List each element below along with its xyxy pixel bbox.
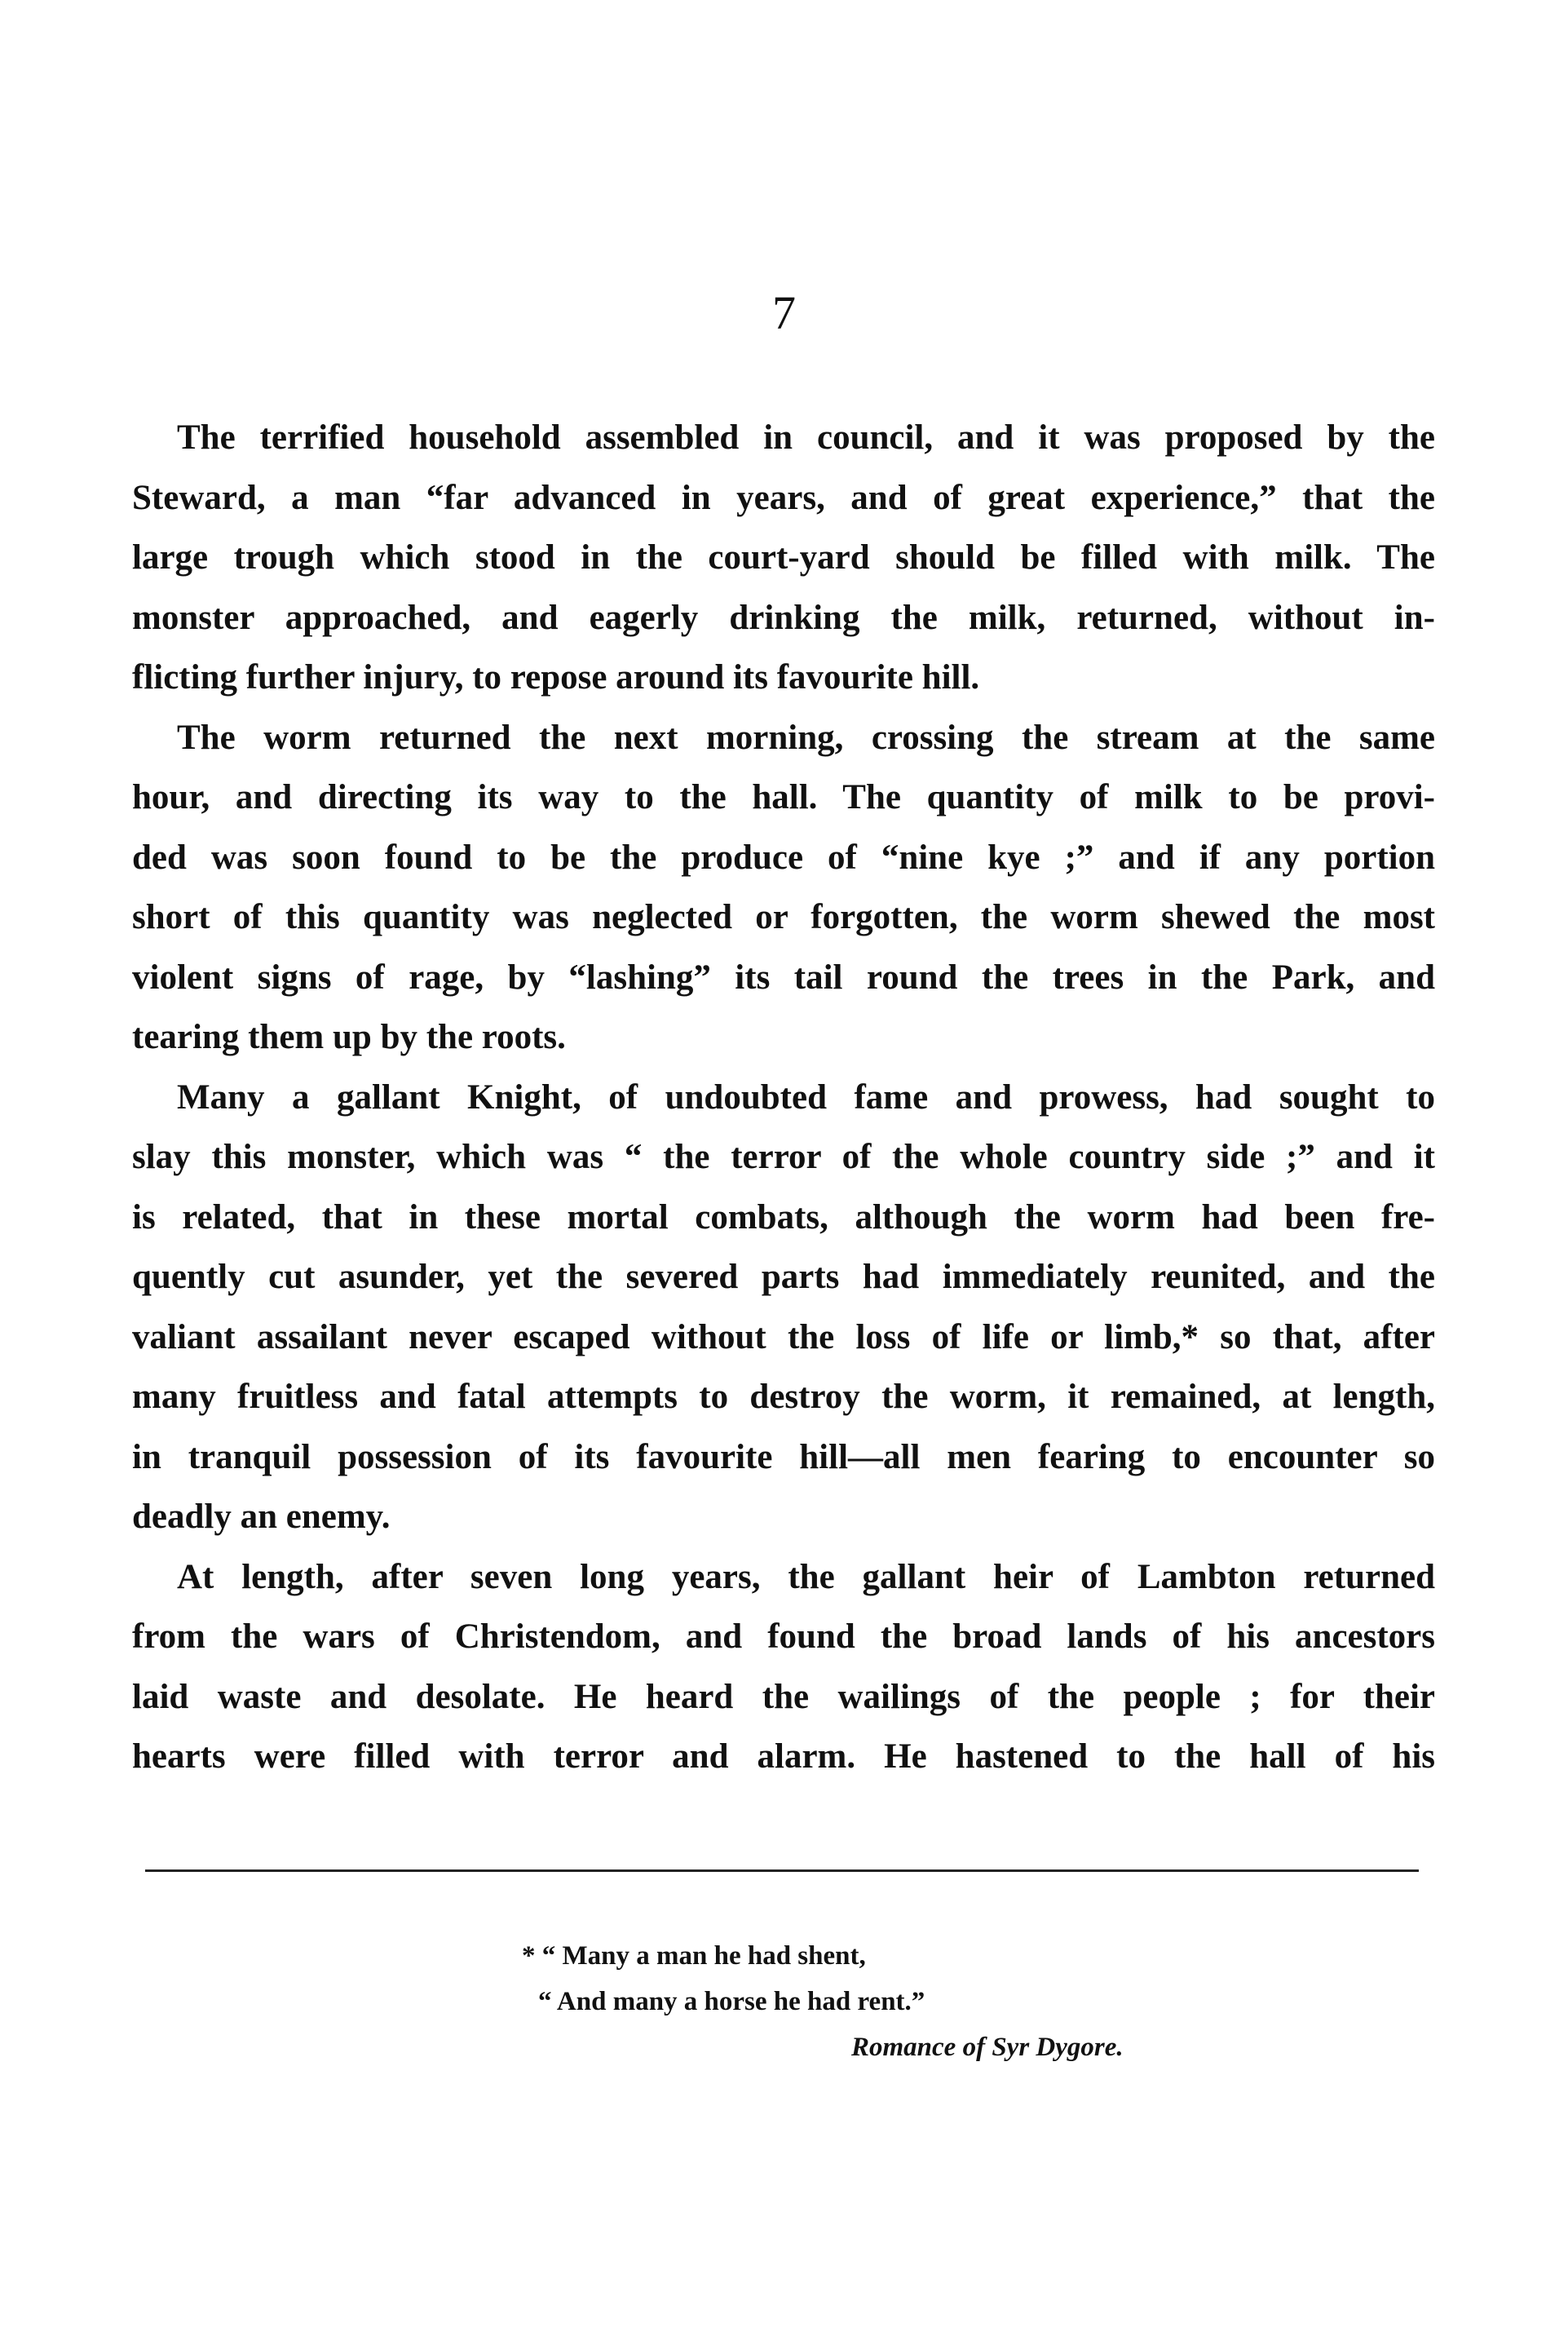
text-line: from the wars of Christendom, and found the broad lands of his ancestors — [132, 1617, 1435, 1656]
text-line: ded was soon found to be the produce of “nine kye ;” and if any portion — [132, 838, 1435, 877]
text-line: valiant assailant never escaped without the loss of life or limb,* so that, after — [132, 1317, 1435, 1356]
footnote-divider — [145, 1869, 1419, 1872]
text-line: deadly an enemy. — [132, 1498, 391, 1536]
text-line: The terrified household assembled in council, and it was proposed by the — [177, 418, 1435, 457]
footnote-citation: Romance of Syr Dygore. — [851, 2033, 1124, 2062]
text-line: short of this quantity was neglected or forgotten, the worm shewed the most — [132, 898, 1435, 936]
text-line: Many a gallant Knight, of undoubted fame and prowess, had sought to — [177, 1077, 1435, 1117]
paragraph-4 — [132, 1547, 1435, 1787]
text-line: Steward, a man “far advanced in years, and of great experience,” that the — [132, 478, 1435, 517]
footnote-line: * “ Many a man he had shent, — [522, 1941, 866, 1971]
footnote-line: “ And many a horse he had rent.” — [538, 1987, 925, 2016]
text-line: monster approached, and eagerly drinking the milk, returned, without in- — [132, 598, 1435, 637]
text-line: many fruitless and fatal attempts to destroy the worm, it remained, at length, — [132, 1378, 1435, 1416]
text-line: laid waste and desolate. He heard the wailings of the people ; for their — [132, 1677, 1435, 1716]
text-line: in tranquil possession of its favourite hill—all men fearing to encounter so — [132, 1437, 1435, 1476]
text-line: The worm returned the next morning, crossing the stream at the same — [177, 718, 1435, 757]
body-text — [132, 408, 1435, 1787]
text-line: is related, that in these mortal combats, although the worm had been fre- — [132, 1197, 1435, 1237]
text-line: slay this monster, which was “ the terror of the whole country side ;” and it — [132, 1138, 1435, 1176]
paragraph-2 — [132, 708, 1435, 1068]
text-line: violent signs of rage, by “lashing” its tail round the trees in the Park, and — [132, 958, 1435, 997]
page-number: 7 — [772, 286, 796, 339]
text-line: At length, after seven long years, the gallant heir of Lambton returned — [177, 1557, 1435, 1596]
text-line: flicting further injury, to repose around its favourite hill. — [132, 658, 980, 697]
text-line: hearts were filled with terror and alarm. He hastened to the hall of his — [132, 1737, 1435, 1776]
text-line: tearing them up by the roots. — [132, 1018, 566, 1056]
paragraph-3 — [132, 1068, 1435, 1547]
text-line: large trough which stood in the court-yard should be filled with milk. The — [132, 538, 1435, 577]
text-line: quently cut asunder, yet the severed parts had immediately reunited, and the — [132, 1258, 1435, 1296]
text-line: hour, and directing its way to the hall. The quantity of milk to be provi- — [132, 778, 1435, 816]
paragraph-1 — [132, 408, 1435, 708]
